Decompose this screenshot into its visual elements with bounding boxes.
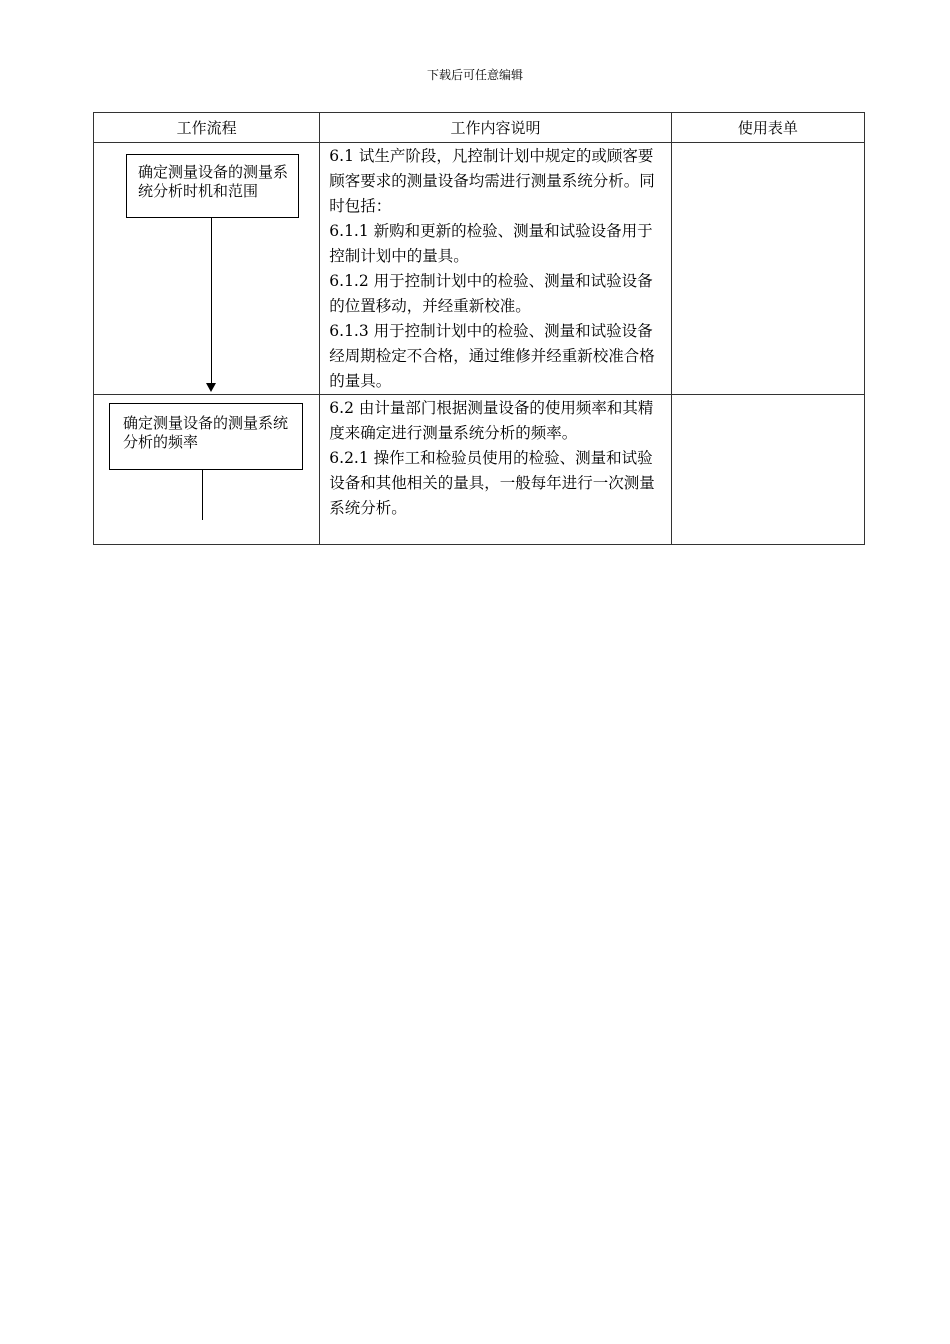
flowchart-step-box: 确定测量设备的测量系统分析时机和范围 [126,154,299,218]
content-paragraph: 6.1.3 用于控制计划中的检验、测量和试验设备经周期检定不合格，通过维修并经重新校准合格的量具。 [329,322,655,390]
content-paragraph: 6.2 由计量部门根据测量设备的使用频率和其精度来确定进行测量系统分析的频率。 [329,399,654,442]
content-cell [320,143,671,395]
table-header-row [94,113,865,143]
content-cell [320,395,671,545]
flowchart-connector-line [202,470,203,520]
content-paragraph: 6.1.2 用于控制计划中的检验、测量和试验设备的位置移动，并经重新校准。 [329,272,653,315]
form-cell [671,143,864,395]
flowchart-arrow-down-icon [206,383,216,392]
work-process-table [93,112,865,545]
header-work-content: 工作内容说明 [320,113,671,143]
flowchart-connector-line [211,218,212,385]
table-row [94,143,865,395]
page-header-watermark: 下载后可任意编辑 [426,68,523,82]
flow-cell [94,395,320,545]
content-paragraph: 6.1.1 新购和更新的检验、测量和试验设备用于控制计划中的量具。 [329,222,653,265]
form-cell [671,395,864,545]
content-paragraph: 6.2.1 操作工和检验员使用的检验、测量和试验设备和其他相关的量具，一般每年进行一次测量系统分析。 [329,449,655,517]
flow-cell [94,143,320,395]
header-work-flow: 工作流程 [94,113,320,143]
table-row [94,395,865,545]
content-paragraph: 6.1 试生产阶段，凡控制计划中规定的或顾客要顾客要求的测量设备均需进行测量系统分析。同时包括： [329,147,655,215]
flowchart-step-box: 确定测量设备的测量系统分析的频率 [109,403,303,470]
header-forms-used: 使用表单 [671,113,864,143]
